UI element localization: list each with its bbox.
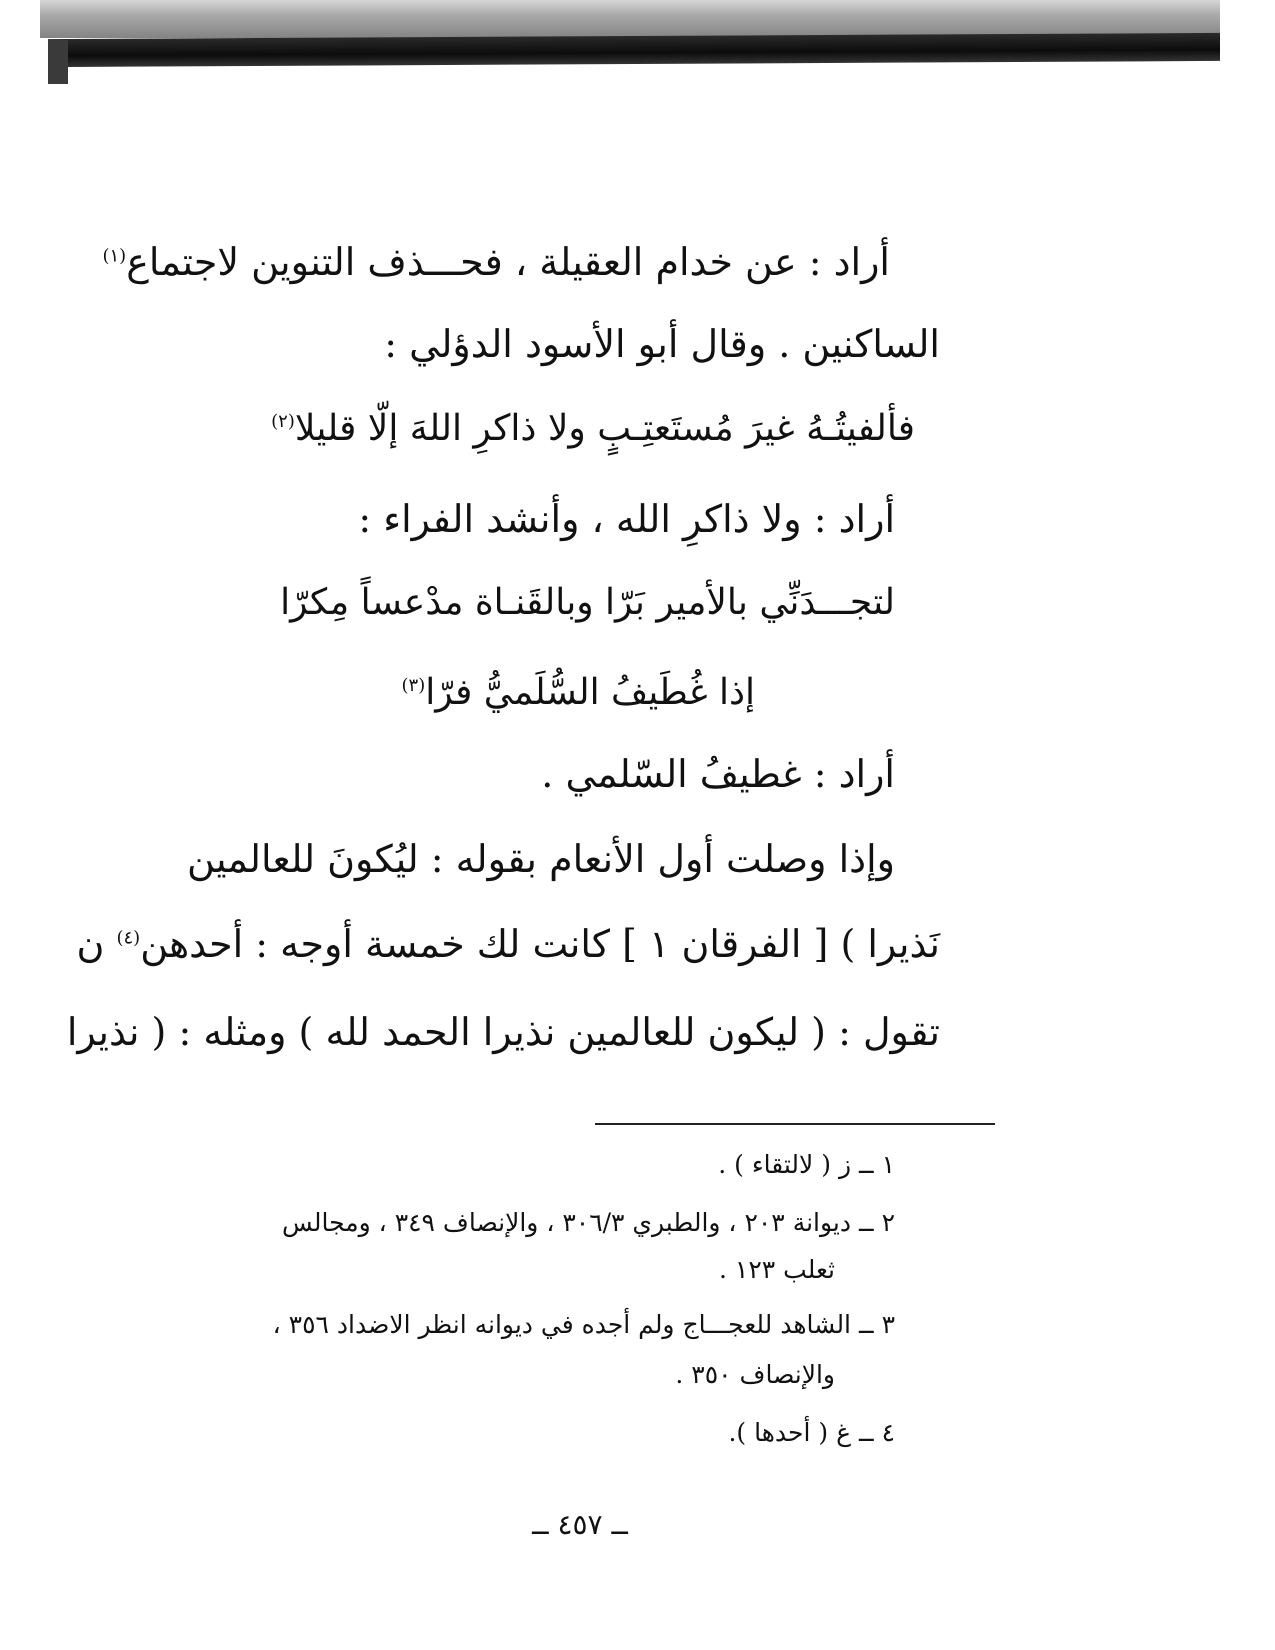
body-line-6-tail: ن [76, 922, 105, 966]
footnote-2 [282, 1208, 895, 1237]
body-line-4-text: أراد : غطيفُ السّلمي . [541, 752, 895, 796]
body-line-2-text: الساكنين . وقال أبو الأسود الدؤلي : [384, 322, 940, 366]
footnote-1-text: ١ ــ ز ( لالتقاء ) . [718, 1150, 895, 1179]
footnote-1 [718, 1150, 895, 1179]
body-line-6-text: نَذيرا ) [ الفرقان ١ ] كانت لك خمسة أوجه : أحدهن [140, 922, 940, 966]
body-line-2 [384, 322, 940, 366]
footnote-3-continued [675, 1360, 835, 1389]
footnote-4 [728, 1418, 895, 1447]
body-line-5-text: وإذا وصلت أول الأنعام بقوله : ليُكونَ للعالمين [187, 837, 895, 881]
body-line-1 [102, 240, 890, 284]
footnote-ref-1: (١) [102, 245, 127, 267]
footnote-3 [273, 1310, 895, 1339]
footnote-2-cont-text: ثعلب ١٢٣ . [719, 1255, 835, 1284]
body-line-6 [76, 922, 940, 966]
footnote-separator [595, 1123, 995, 1125]
footnote-3-text: ٣ ــ الشاهد للعجـــاج ولم أجده في ديوانه انظر الاضداد ٣٥٦ ، [272, 1310, 895, 1339]
footnote-4-text: ٤ ــ غ ( أحدها ). [728, 1418, 895, 1447]
verse-line-3 [402, 672, 755, 713]
footnote-ref-3: (٣) [401, 675, 426, 696]
body-line-1-text: أراد : عن خدام العقيلة ، فحـــذف التنوين لاجتماع [126, 240, 890, 284]
body-line-3 [358, 497, 895, 541]
footnote-2-text: ٢ ــ ديوانة ٢٠٣ ، والطبري ٣٠٦/٣ ، والإنصاف ٣٤٩ ، ومجالس [282, 1208, 895, 1237]
footnote-2-continued [719, 1255, 835, 1284]
verse-line-3-text: إذا غُطَيفُ السُّلَميُّ فرّا [425, 672, 755, 713]
footnote-ref-2: (٢) [271, 411, 295, 432]
verse-line-1-text: فألفيتُـهُ غيرَ مُستَعتِـبٍ ولا ذاكرِ اللهَ إلّا قليلا [294, 408, 915, 449]
footnote-ref-4: (٤) [116, 927, 141, 949]
verse-line-1 [271, 408, 915, 449]
body-line-5 [187, 837, 895, 881]
body-line-3-text: أراد : ولا ذاكرِ الله ، وأنشد الفراء : [358, 497, 895, 541]
body-line-4 [541, 752, 895, 796]
verse-line-2-text: لتجـــدَنِّي بالأمير بَرّا وبالقَنـاة مدْعساً مِكرّا [280, 582, 895, 623]
body-line-7 [66, 1010, 940, 1054]
verse-line-2 [280, 582, 895, 623]
page-number: ــ ٤٥٧ ــ [532, 1508, 628, 1541]
footnote-3-cont-text: والإنصاف ٣٥٠ . [675, 1360, 835, 1389]
body-line-7-text: تقول : ( ليكون للعالمين نذيرا الحمد لله ) ومثله : ( نذيرا [66, 1010, 940, 1054]
